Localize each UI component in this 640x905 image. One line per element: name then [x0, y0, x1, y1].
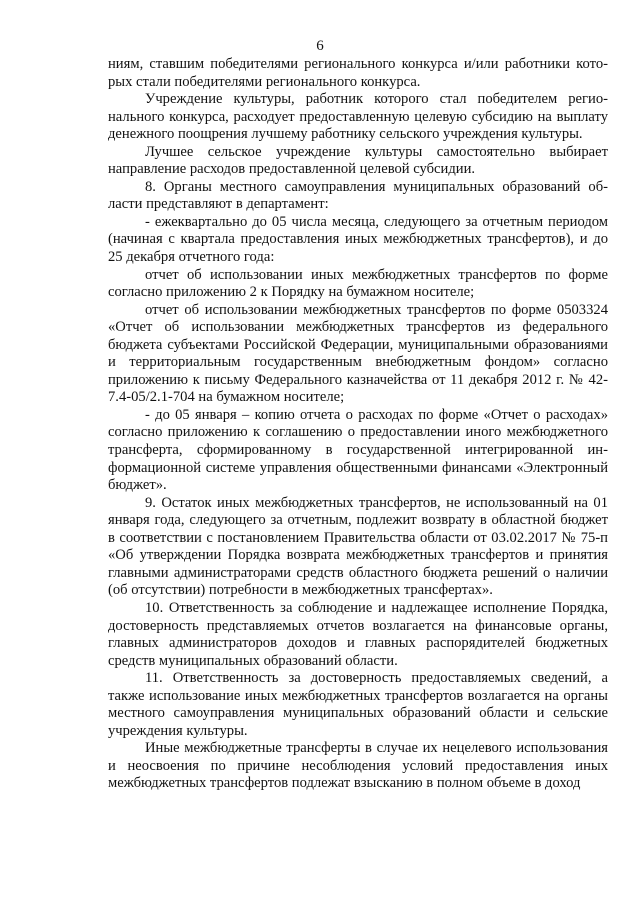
- page-number: 6: [316, 38, 324, 54]
- document-body: [108, 56, 608, 793]
- paragraph-item-8: 8. Органы местного самоуправления муниципальных образований области представляют в департамент:: [108, 178, 608, 213]
- paragraph-best-rural-institution: Лучшее сельское учреждение культуры самостоятельно выбирает направление расходов предоставленной целевой субсидии.: [108, 143, 608, 178]
- paragraph-quarterly-reporting: - ежеквартально до 05 числа месяца, следующего за отчетным периодом (начиная с квартала предоставления иных межбюджетных трансфертов), и до 25 декабря отчетного года:: [108, 213, 608, 266]
- paragraph-report-appendix-2: отчет об использовании иных межбюджетных трансфертов по форме согласно приложению 2 к Порядку на бумажном носителе;: [108, 266, 608, 301]
- paragraph-item-11: 11. Ответственность за достоверность предоставляемых сведений, а также использование иных межбюджетных трансфертов возлагается на органы местного самоуправления муниципальных образований области и сельские учреждения культуры.: [108, 670, 608, 739]
- paragraph-item-10: 10. Ответственность за соблюдение и надлежащее исполнение Порядка, достоверность представляемых отчетов возлагается на финансовые органы, главных администраторов доходов и главных распорядителей бюджетных средств муниципальных образований области.: [108, 599, 608, 669]
- paragraph-culture-institution-spending: Учреждение культуры, работник которого стал победителем регионального конкурса, расходует предоставленную целевую субсидию на выплату денежного поощрения лучшему работнику сельского учреждения культуры.: [108, 91, 608, 143]
- paragraph-continuation: ниям, ставшим победителями регионального конкурса и/или работники которых стали победителями регионального конкурса.: [108, 56, 608, 90]
- paragraph-report-form-0503324: отчет об использовании межбюджетных трансфертов по форме 0503324 «Отчет об использовании межбюджетных трансфертов из федерального бюджета субъектами Российской Федерации, муниципальными образованиями и территориальным государственным внебюджетным фондом» согласно приложению к письму Федерального казначейства от 11 декабря 2012 г. № 42-7.4-05/2.1-704 на бумажном носителе;: [108, 301, 608, 406]
- paragraph-item-9: 9. Остаток иных межбюджетных трансфертов, не использованный на 01 января года, следующего за отчетным, подлежит возврату в областной бюджет в соответствии с постановлением Правительства области от 03.02.2017 № 75-п «Об утверждении Порядка возврата межбюджетных трансфертов и принятия главными администраторами средств областного бюджета решений о наличии (об отсутствии) потребности в межбюджетных трансфертах».: [108, 494, 608, 599]
- paragraph-january-expense-report: - до 05 января – копию отчета о расходах по форме «Отчет о расходах» согласно приложению к соглашению о предоставлении иного межбюджетного трансферта, сформированному в государственной интегрированной информационной системе управления общественными финансами «Электронный бюджет».: [108, 406, 608, 494]
- paragraph-misuse-recovery: Иные межбюджетные трансферты в случае их нецелевого использования и неосвоения по причине несоблюдения условий предоставления иных межбюджетных трансфертов подлежат взысканию в полном объеме в доход: [108, 740, 608, 792]
